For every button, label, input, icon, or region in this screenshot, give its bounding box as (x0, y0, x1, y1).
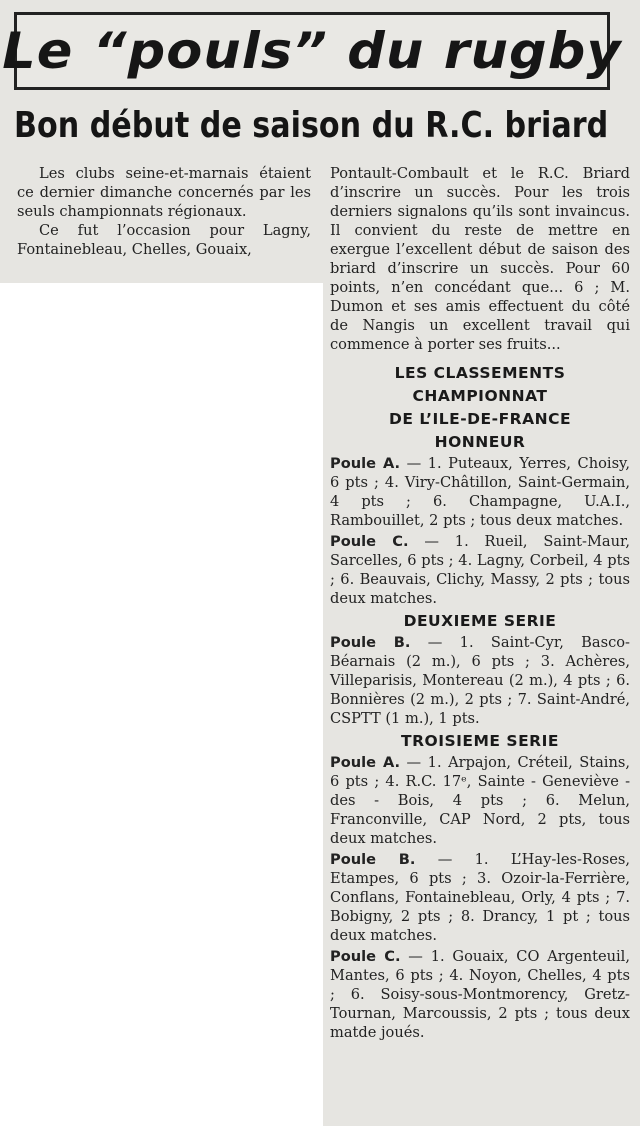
poule-label: Poule A. (330, 754, 401, 771)
article-column-left (17, 164, 311, 259)
poule-results: — 1. Saint-Cyr, Basco-Béarnais (2 m.), 6 pts ; 3. Achères, Villeparisis, Montereau (2 m.), 4 pts ; 6. Bonnières (2 m.), 2 pts ; 7. Saint-André, CSPTT (1 m.), 1 pts. (330, 634, 630, 727)
article-column-right (330, 164, 630, 1044)
poule-label: Poule B. (330, 634, 411, 651)
deuxieme-serie-heading: DEUXIEME SERIE (403, 612, 557, 630)
deuxieme-poule-b (330, 633, 630, 728)
section-banner (2, 12, 622, 90)
standings-heading: LES CLASSEMENTS (394, 364, 566, 382)
troisieme-poule-a (330, 753, 630, 848)
troisieme-poule-b (330, 850, 630, 945)
championship-heading: CHAMPIONNAT (412, 387, 548, 405)
troisieme-poule-c (330, 947, 630, 1042)
poule-label: Poule C. (330, 948, 401, 965)
honneur-poule-a (330, 454, 630, 530)
intro-paragraph-2: Ce fut l’occasion pour Lagny, Fontainebleau, Chelles, Gouaix, (17, 222, 311, 258)
troisieme-serie-heading: TROISIEME SERIE (401, 732, 559, 750)
poule-label: Poule B. (330, 851, 416, 868)
poule-label: Poule A. (330, 455, 401, 472)
poule-results: — 1. L’Hay-les-Roses, Etampes, 6 pts ; 3. Ozoir-la-Ferrière, Conflans, Fontainebleau, Orly, 4 pts ; 7. Bobigny, 2 pts ; 8. Drancy, 1 pt ; tous deux matches. (330, 851, 630, 944)
poule-results: — 1. Puteaux, Yerres, Choisy, 6 pts ; 4. Viry-Châtillon, Saint-Germain, 4 pts ; 6. Champagne, U.A.I., Rambouillet, 2 pts ; tous deux matches. (330, 455, 630, 529)
standings-section (330, 364, 630, 1042)
intro-paragraph-3: Pontault-Combault et le R.C. Briard d’inscrire un succès. Pour les trois derniers signalons qu’ils sont invaincus. Il convient du reste de mettre en exergue l’excellent début de saison des briard d’inscrire un succès. Pour 60 points, n’en concédant que... 6 ; M. Dumon et ses amis effectuent du côté de Nangis un excellent travail qui commence à porter ses fruits... (330, 165, 630, 353)
poule-results: — 1. Arpajon, Créteil, Stains, 6 pts ; 4. R.C. 17ᵉ, Sainte - Geneviève - des - Bois, 4 pts ; 6. Melun, Franconville, CAP Nord, 2 pts, tous deux matches. (330, 754, 630, 847)
honneur-poule-c (330, 532, 630, 608)
intro-paragraph-1: Les clubs seine-et-marnais étaient ce dernier dimanche concernés par les seuls championnats régionaux. (17, 165, 311, 220)
banner-title: Le “pouls” du rugby (2, 22, 622, 80)
article-headline: Bon début de saison du R.C. briard (14, 105, 609, 146)
poule-results: — 1. Gouaix, CO Argenteuil, Mantes, 6 pts ; 4. Noyon, Chelles, 4 pts ; 6. Soisy-sous-Montmorency, Gretz-Tournan, Marcoussis, 2 pts ; tous deux matde joués. (330, 948, 630, 1041)
honneur-heading: HONNEUR (434, 433, 526, 451)
poule-results: — 1. Rueil, Saint-Maur, Sarcelles, 6 pts ; 4. Lagny, Corbeil, 4 pts ; 6. Beauvais, Clichy, Massy, 2 pts ; tous deux matches. (330, 533, 630, 607)
poule-label: Poule C. (330, 533, 409, 550)
region-heading: DE L’ILE-DE-FRANCE (388, 410, 572, 428)
